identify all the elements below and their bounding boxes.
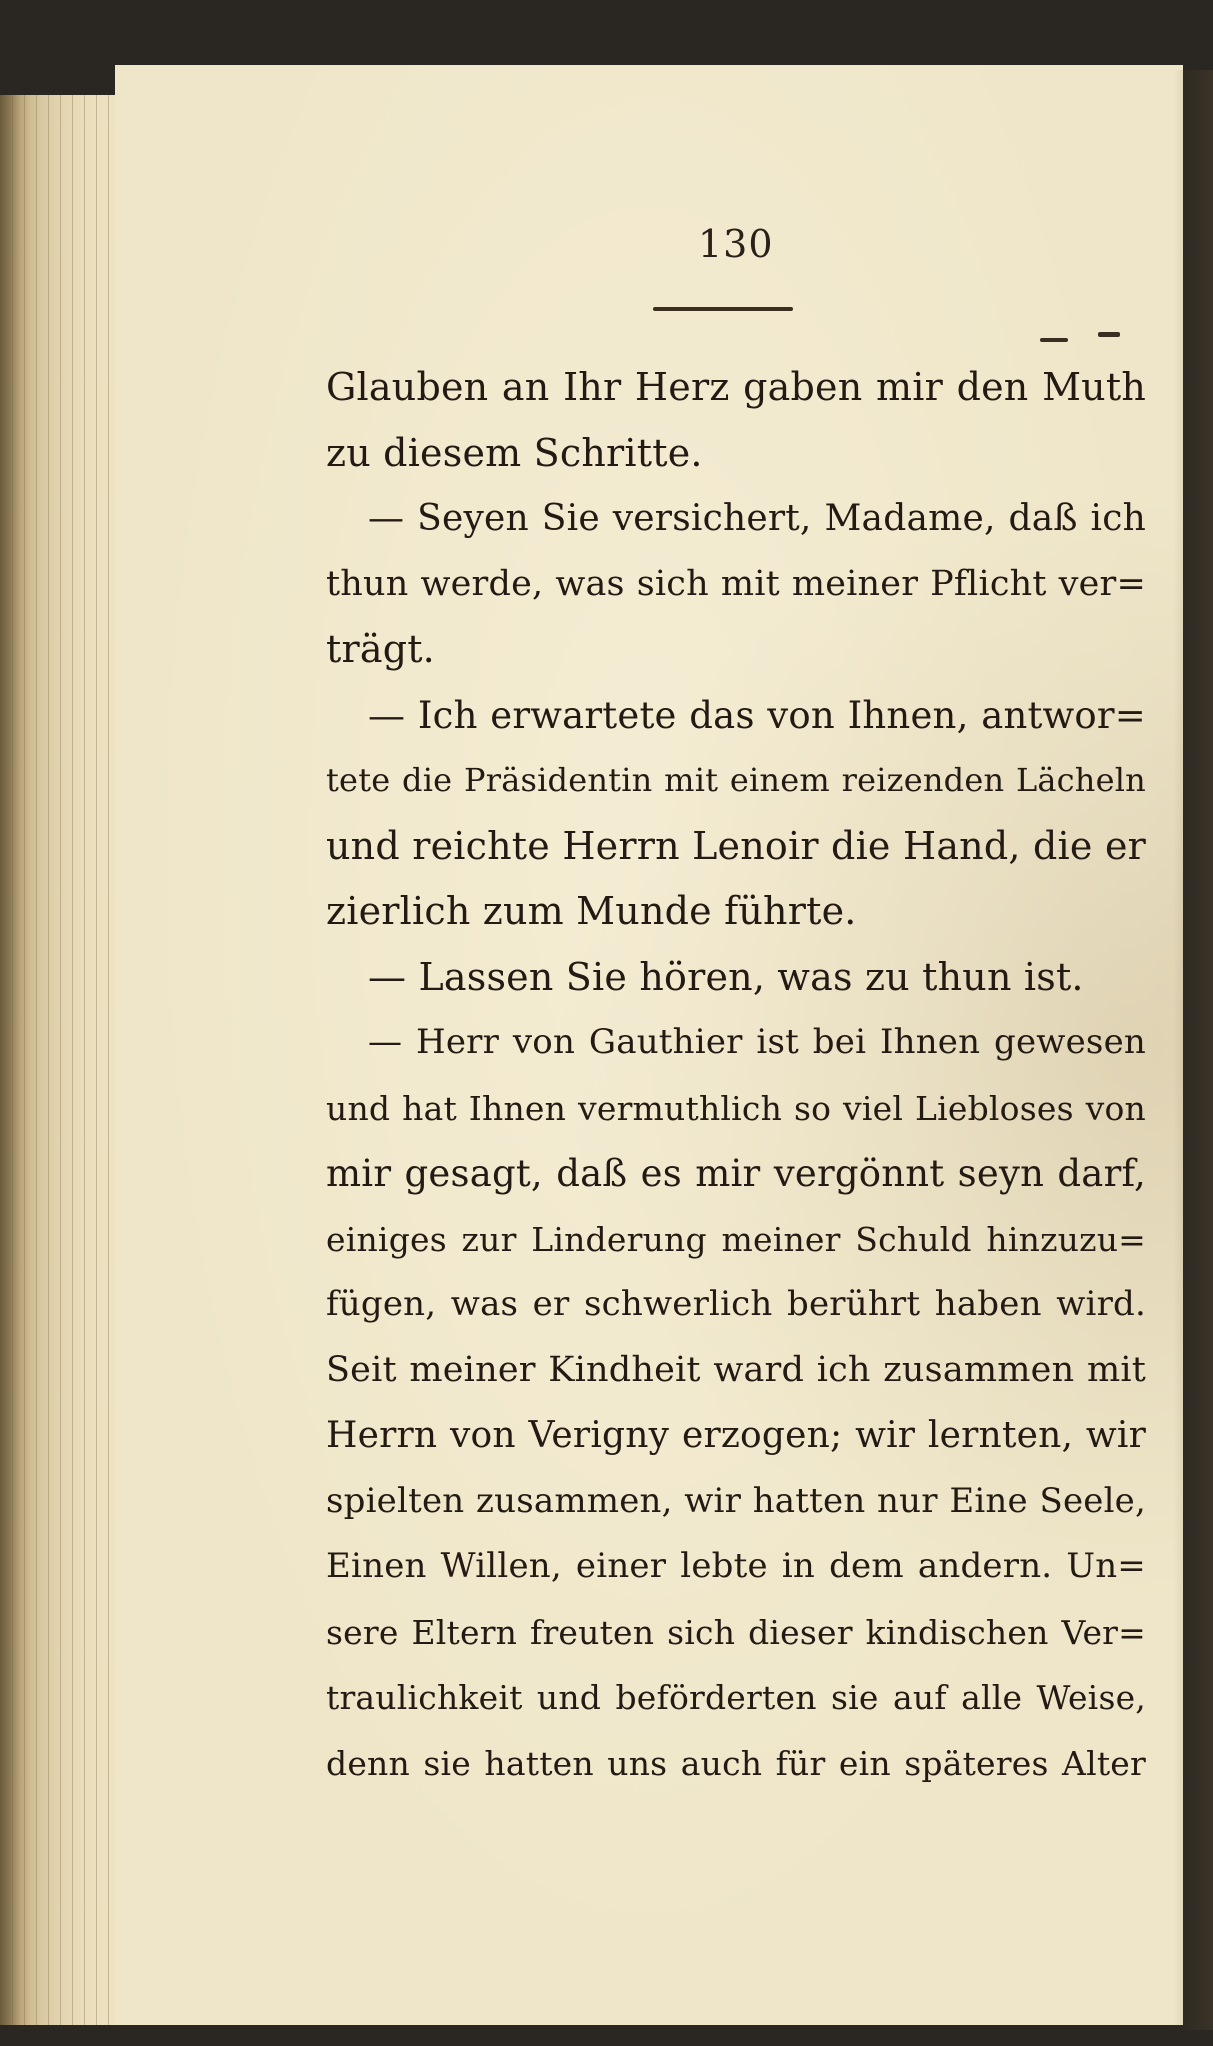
text-line: Glauben an Ihr Herz gaben mir den Muth bbox=[326, 365, 1146, 409]
text-line: thun werde, was sich mit meiner Pflicht ver= bbox=[326, 563, 1146, 604]
body-text bbox=[326, 355, 1146, 1796]
page-gutter-shadow bbox=[1173, 70, 1213, 2030]
text-line: tete die Präsidentin mit einem reizenden Lächeln bbox=[326, 761, 1146, 799]
ink-speck bbox=[1040, 338, 1068, 342]
text-line: und hat Ihnen vermuthlich so viel Liebloses von bbox=[326, 1088, 1146, 1128]
text-line: Einen Willen, einer lebte in dem andern. Un= bbox=[326, 1546, 1146, 1586]
text-line: trägt. bbox=[326, 627, 435, 671]
text-line: Herrn von Verigny erzogen; wir lernten, wir bbox=[326, 1415, 1146, 1456]
header-rule bbox=[653, 307, 793, 311]
text-line: — Ich erwartete das von Ihnen, antwor= bbox=[368, 693, 1146, 737]
text-line: spielten zusammen, wir hatten nur Eine Seele, bbox=[326, 1480, 1146, 1521]
page-edges bbox=[0, 95, 120, 2025]
text-line: — Seyen Sie versichert, Madame, daß ich bbox=[368, 498, 1146, 539]
text-line: zu diesem Schritte. bbox=[326, 430, 703, 475]
text-line: mir gesagt, daß es mir vergönnt seyn darf, bbox=[326, 1152, 1146, 1195]
text-line: — Lassen Sie hören, was zu thun ist. bbox=[368, 954, 1084, 999]
text-line: und reichte Herrn Lenoir die Hand, die er bbox=[326, 823, 1146, 868]
text-line: traulichkeit und beförderten sie auf alle Weise, bbox=[326, 1678, 1146, 1717]
text-line: sere Eltern freuten sich dieser kindischen Ver= bbox=[326, 1612, 1146, 1652]
text-line: Seit meiner Kindheit ward ich zusammen mit bbox=[326, 1349, 1146, 1390]
text-line: zierlich zum Munde führte. bbox=[326, 889, 857, 933]
text-line: denn sie hatten uns auch für ein späteres Alter bbox=[326, 1743, 1146, 1783]
text-line: fügen, was er schwerlich berührt haben wird. bbox=[326, 1284, 1146, 1324]
text-line: — Herr von Gauthier ist bei Ihnen gewesen bbox=[368, 1022, 1146, 1062]
ink-speck bbox=[1098, 332, 1120, 337]
page-number: 130 bbox=[698, 222, 774, 266]
text-line: einiges zur Linderung meiner Schuld hinzuzu= bbox=[326, 1219, 1146, 1259]
